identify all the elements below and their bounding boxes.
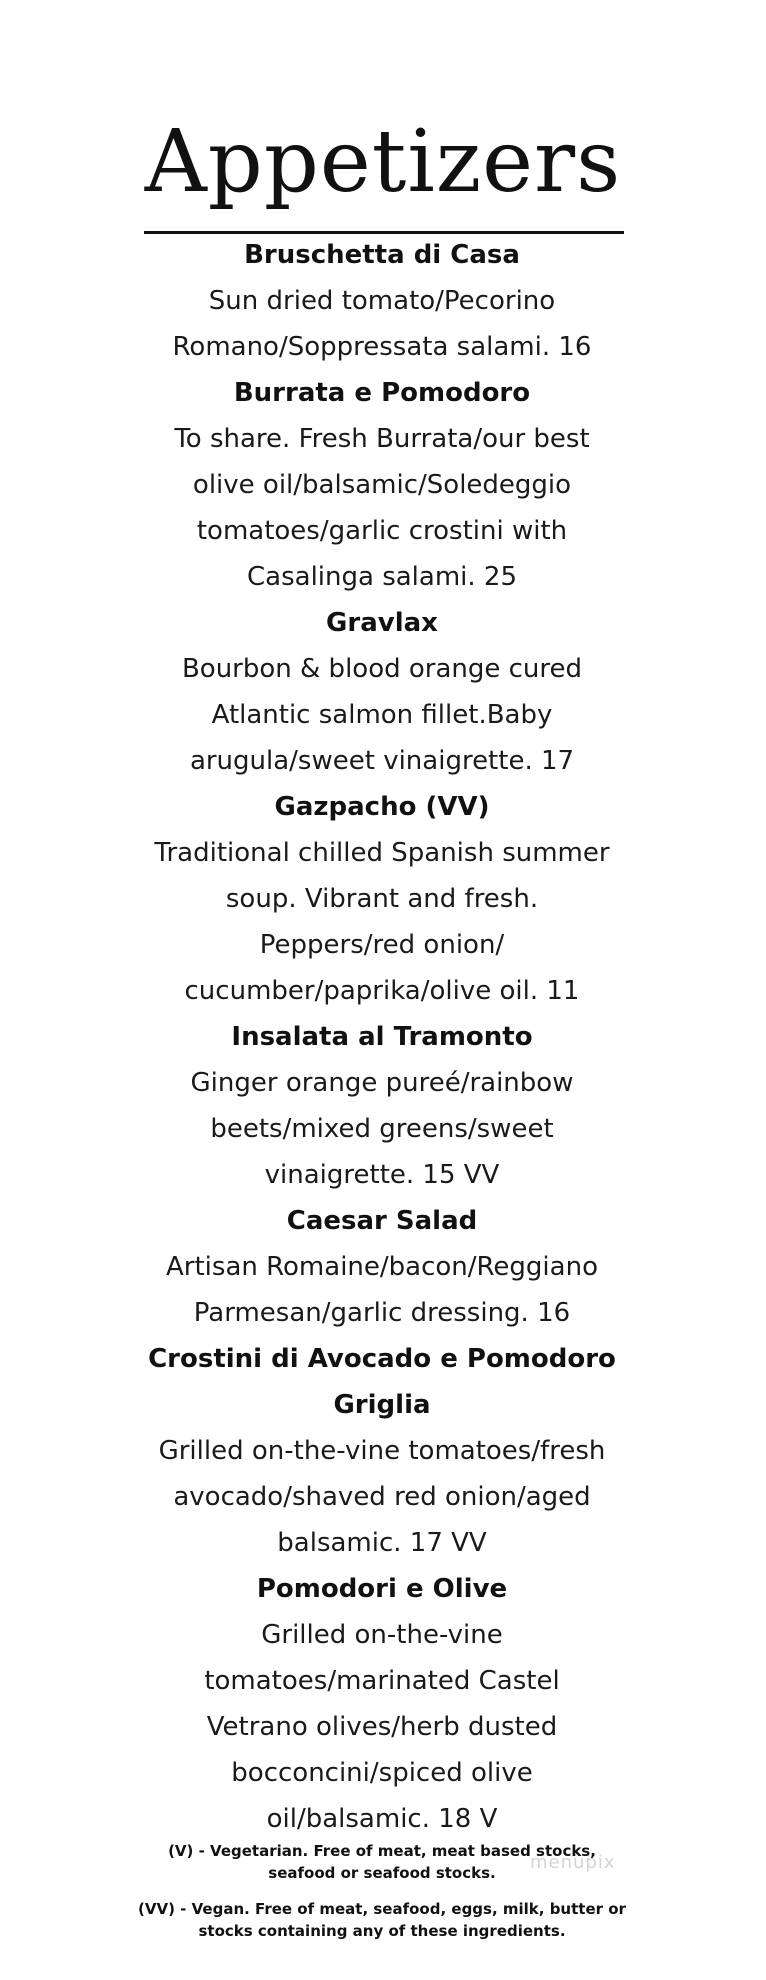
item-description: Peppers/red onion/ (259, 930, 505, 960)
item-description: cucumber/paprika/olive oil. 11 (184, 976, 580, 1006)
item-description: tomatoes/garlic crostini with (196, 516, 568, 546)
item-description: arugula/sweet vinaigrette. 17 (189, 746, 575, 776)
item-name: Caesar Salad (286, 1206, 478, 1236)
item-description: soup. Vibrant and fresh. (225, 884, 539, 914)
menu-item-burrata (110, 370, 654, 600)
footnote-line: seafood or seafood stocks. (268, 1864, 496, 1882)
item-name-continued: Griglia (333, 1390, 431, 1420)
item-description: avocado/shaved red onion/aged (173, 1482, 591, 1512)
item-description: Sun dried tomato/Pecorino (208, 286, 556, 316)
item-description: olive oil/balsamic/Soledeggio (192, 470, 572, 500)
menu-item-gravlax (110, 600, 654, 784)
appetizer-list (110, 232, 654, 1842)
menu-item-caesar-salad (110, 1198, 654, 1336)
item-name: Pomodori e Olive (256, 1574, 508, 1604)
item-description: beets/mixed greens/sweet (210, 1114, 554, 1144)
footnote-line: (V) - Vegetarian. Free of meat, meat based stocks, (168, 1842, 596, 1860)
item-description: Ginger orange pureé/rainbow (190, 1068, 574, 1098)
item-description: To share. Fresh Burrata/our best (174, 424, 590, 454)
menu-item-crostini (110, 1336, 654, 1566)
item-name: Bruschetta di Casa (244, 240, 520, 270)
vegan-note (110, 1898, 654, 1942)
item-description: bocconcini/spiced olive (231, 1758, 533, 1788)
item-name: Insalata al Tramonto (231, 1022, 533, 1052)
item-description: Casalinga salami. 25 (247, 562, 517, 592)
item-description: Parmesan/garlic dressing. 16 (193, 1298, 571, 1328)
watermark-logo: menupix (530, 1852, 616, 1873)
item-description: vinaigrette. 15 VV (264, 1160, 500, 1190)
item-description: Artisan Romaine/bacon/Reggiano (166, 1252, 598, 1282)
item-description: Traditional chilled Spanish summer (154, 838, 610, 868)
item-description: Grilled on-the-vine tomatoes/fresh (158, 1436, 606, 1466)
item-description: Grilled on-the-vine (261, 1620, 503, 1650)
menu-item-bruschetta (110, 232, 654, 370)
footnote-line: stocks containing any of these ingredients. (198, 1922, 566, 1940)
item-name: Gravlax (326, 608, 438, 638)
item-name: Gazpacho (VV) (274, 792, 490, 822)
item-description: Bourbon & blood orange cured (181, 654, 583, 684)
menu-item-gazpacho (110, 784, 654, 1014)
menu-item-pomodori (110, 1566, 654, 1842)
item-description: Romano/Soppressata salami. 16 (172, 332, 592, 362)
item-description: Vetrano olives/herb dusted (206, 1712, 558, 1742)
menu-item-insalata (110, 1014, 654, 1198)
item-description: oil/balsamic. 18 V (266, 1804, 498, 1834)
item-description: Atlantic salmon fillet.Baby (211, 700, 553, 730)
footnote-line: (VV) - Vegan. Free of meat, seafood, eggs, milk, butter or (138, 1900, 626, 1918)
page-title: Appetizers (144, 112, 622, 212)
item-description: tomatoes/marinated Castel (204, 1666, 560, 1696)
item-name: Crostini di Avocado e Pomodoro (148, 1344, 616, 1374)
item-name: Burrata e Pomodoro (233, 378, 531, 408)
item-description: balsamic. 17 VV (277, 1528, 487, 1558)
